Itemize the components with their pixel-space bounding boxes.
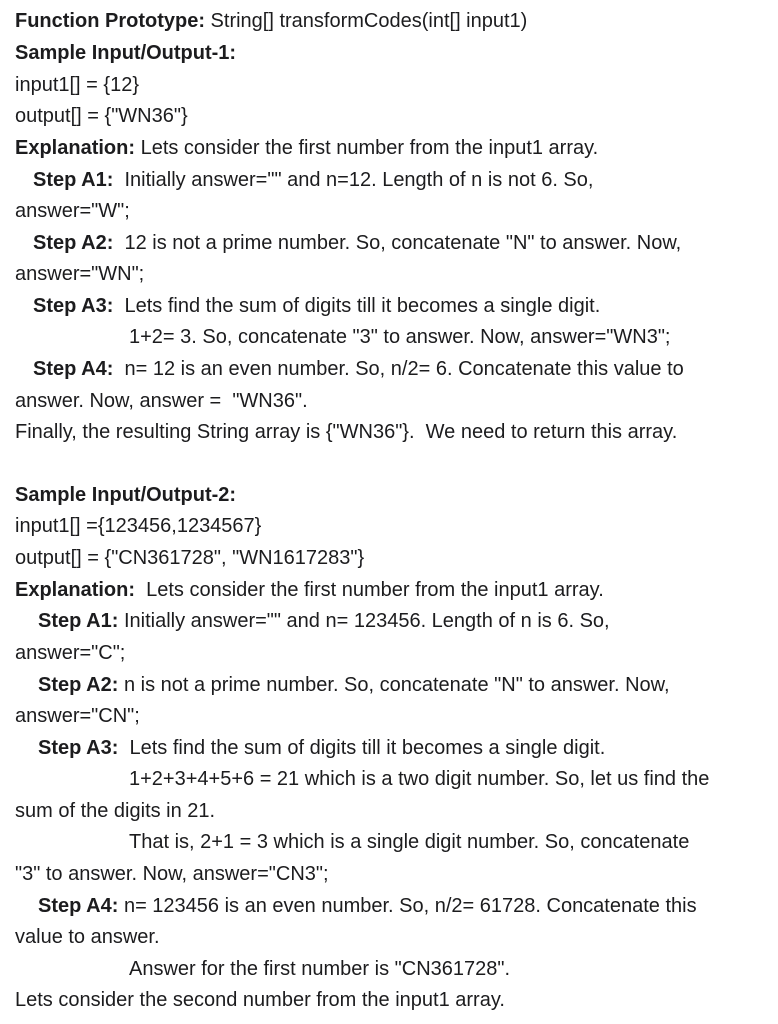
- bold-label: Step A4:: [33, 358, 114, 380]
- explanation-2-line: [15, 578, 604, 602]
- function-prototype-line: [15, 9, 527, 33]
- text-line: answer. Now, answer = "WN36".: [15, 390, 308, 412]
- bold-label: Step A2:: [33, 232, 114, 254]
- text-line: answer="CN";: [15, 705, 140, 727]
- line-text: n= 12 is an even number. So, n/2= 6. Concatenate this value to: [113, 358, 684, 380]
- bold-label: Step A3:: [33, 295, 114, 317]
- step-a2-line: [33, 231, 681, 255]
- sample-1-output: output[] = {"WN36"}: [15, 105, 188, 127]
- explanation-1-line: [15, 136, 598, 160]
- step-a1-line: [33, 168, 593, 192]
- text-line: answer="WN";: [15, 263, 145, 285]
- sample-1-heading: Sample Input/Output-1:: [15, 42, 237, 64]
- line-text: Initially answer="" and n= 123456. Length of n is 6. So,: [118, 610, 610, 632]
- text-line: Finally, the resulting String array is {"WN36"}. We need to return this array.: [15, 421, 678, 443]
- line-text: String[] transformCodes(int[] input1): [204, 10, 528, 32]
- bold-label: Step A1:: [33, 169, 114, 191]
- text-line: 1+2= 3. So, concatenate "3" to answer. Now, answer="WN3";: [129, 326, 671, 348]
- text-line: answer="C";: [15, 642, 126, 664]
- text-line: answer="W";: [15, 200, 130, 222]
- sample-1-input: input1[] = {12}: [15, 74, 140, 96]
- text-line: value to answer.: [15, 926, 160, 948]
- line-text: Lets find the sum of digits till it becomes a single digit.: [118, 737, 606, 759]
- bold-label: Step A1:: [38, 610, 119, 632]
- bold-label: Function Prototype:: [15, 10, 205, 32]
- line-text: n is not a prime number. So, concatenate "N" to answer. Now,: [118, 674, 670, 696]
- bold-label: Step A4:: [38, 895, 119, 917]
- bold-label: Explanation:: [15, 137, 136, 159]
- sample-2-heading: Sample Input/Output-2:: [15, 484, 237, 506]
- step-a4-line: [33, 357, 684, 381]
- line-text: Lets consider the first number from the input1 array.: [135, 137, 599, 159]
- sample-2-output: output[] = {"CN361728", "WN1617283"}: [15, 547, 365, 569]
- step-a3-line: [33, 294, 600, 318]
- line-text: Initially answer="" and n=12. Length of n is not 6. So,: [113, 169, 594, 191]
- text-line: That is, 2+1 = 3 which is a single digit number. So, concatenate: [129, 831, 690, 853]
- text-line: "3" to answer. Now, answer="CN3";: [15, 863, 329, 885]
- text-line: sum of the digits in 21.: [15, 800, 216, 822]
- step-a2-line: [38, 673, 670, 697]
- step-a1-line: [38, 609, 610, 633]
- text-line: Answer for the first number is "CN361728".: [129, 958, 511, 980]
- line-text: n= 123456 is an even number. So, n/2= 61728. Concatenate this: [118, 895, 697, 917]
- text-line: 1+2+3+4+5+6 = 21 which is a two digit number. So, let us find the: [129, 768, 710, 790]
- text-line: Lets consider the second number from the input1 array.: [15, 989, 505, 1011]
- bold-label: Step A2:: [38, 674, 119, 696]
- bold-label: Explanation:: [15, 579, 136, 601]
- bold-label: Step A3:: [38, 737, 119, 759]
- step-a3-line: [38, 736, 605, 760]
- line-text: Lets consider the first number from the input1 array.: [135, 579, 604, 601]
- step-a4-line: [38, 894, 697, 918]
- sample-2-input: input1[] ={123456,1234567}: [15, 515, 262, 537]
- line-text: 12 is not a prime number. So, concatenate "N" to answer. Now,: [113, 232, 682, 254]
- line-text: Lets find the sum of digits till it becomes a single digit.: [113, 295, 601, 317]
